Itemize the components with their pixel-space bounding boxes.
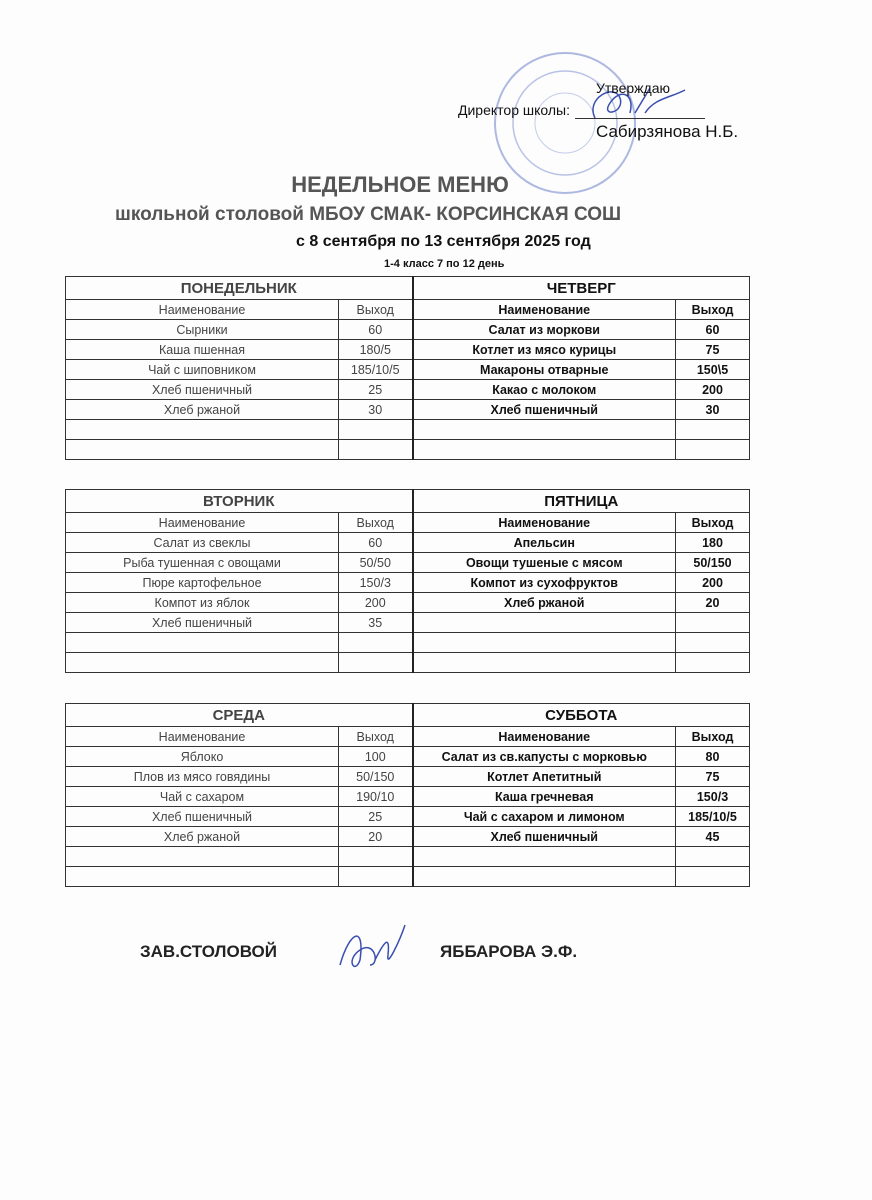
dish-output	[676, 440, 750, 460]
dish-output	[339, 653, 413, 673]
day-right: ЧЕТВЕРГ	[413, 277, 750, 300]
dish-name: Компот из яблок	[66, 593, 339, 613]
column-header-row	[66, 513, 750, 533]
dish-name: Салат из св.капусты с морковью	[413, 747, 676, 767]
menu-table	[65, 276, 750, 460]
dish-name: Овощи тушеные с мясом	[413, 553, 676, 573]
dish-output	[339, 440, 413, 460]
table-row	[66, 400, 750, 420]
subtitle: школьной столовой МБОУ СМАК- КОРСИНСКАЯ СОШ	[115, 204, 622, 225]
dish-output: 30	[676, 400, 750, 420]
dish-output	[676, 420, 750, 440]
dish-name: Плов из мясо говядины	[66, 767, 339, 787]
dish-output: 75	[676, 767, 750, 787]
director-label: Директор школы:	[458, 102, 570, 118]
dish-output	[339, 847, 413, 867]
dish-output: 20	[676, 593, 750, 613]
dish-output: 180/5	[339, 340, 413, 360]
col-output: Выход	[339, 727, 413, 747]
dish-name	[66, 633, 339, 653]
dish-name: Салат из моркови	[413, 320, 676, 340]
dish-name: Котлет из мясо курицы	[413, 340, 676, 360]
canteen-head-signature	[330, 920, 410, 980]
dish-name: Какао с молоком	[413, 380, 676, 400]
grade: 1-4 класс 7 по 12 день	[384, 258, 505, 270]
dish-output: 50/150	[676, 553, 750, 573]
dish-name: Чай с шиповником	[66, 360, 339, 380]
dish-output: 60	[339, 533, 413, 553]
dish-name: Хлеб пшеничный	[66, 807, 339, 827]
col-name: Наименование	[66, 300, 339, 320]
column-header-row	[66, 727, 750, 747]
table-row	[66, 380, 750, 400]
dish-output: 75	[676, 340, 750, 360]
dish-output: 200	[339, 593, 413, 613]
dish-output	[676, 613, 750, 633]
table-row	[66, 747, 750, 767]
dish-name: Хлеб ржаной	[66, 827, 339, 847]
dish-output	[339, 633, 413, 653]
dish-output: 20	[339, 827, 413, 847]
col-output: Выход	[676, 727, 750, 747]
dish-name: Пюре картофельное	[66, 573, 339, 593]
table-row	[66, 360, 750, 380]
table-row	[66, 593, 750, 613]
table-row	[66, 827, 750, 847]
col-name: Наименование	[66, 727, 339, 747]
day-right: ПЯТНИЦА	[413, 490, 750, 513]
dish-name: Хлеб пшеничный	[66, 613, 339, 633]
dish-output: 45	[676, 827, 750, 847]
dish-name: Чай с сахаром	[66, 787, 339, 807]
dish-name: Хлеб ржаной	[413, 593, 676, 613]
dish-name	[413, 420, 676, 440]
dish-name: Каша пшенная	[66, 340, 339, 360]
dish-name: Хлеб пшеничный	[66, 380, 339, 400]
dish-output: 80	[676, 747, 750, 767]
dish-name: Компот из сухофруктов	[413, 573, 676, 593]
dish-output: 60	[339, 320, 413, 340]
day-left: ПОНЕДЕЛЬНИК	[66, 277, 413, 300]
table-row	[66, 320, 750, 340]
dish-output	[339, 420, 413, 440]
approve-label: Утверждаю	[596, 80, 670, 96]
table-row	[66, 653, 750, 673]
col-output: Выход	[676, 513, 750, 533]
dish-output: 200	[676, 573, 750, 593]
table-row	[66, 533, 750, 553]
table-row	[66, 807, 750, 827]
dish-output	[676, 867, 750, 887]
table-row	[66, 633, 750, 653]
dish-output	[676, 847, 750, 867]
table-row	[66, 440, 750, 460]
menu-table	[65, 489, 750, 673]
table-row	[66, 787, 750, 807]
dish-name	[66, 653, 339, 673]
dish-name: Салат из свеклы	[66, 533, 339, 553]
col-name: Наименование	[66, 513, 339, 533]
dish-name: Каша гречневая	[413, 787, 676, 807]
dish-output	[676, 633, 750, 653]
dish-output: 25	[339, 807, 413, 827]
canteen-head-name: ЯББАРОВА Э.Ф.	[440, 942, 578, 961]
dish-name: Рыба тушенная с овощами	[66, 553, 339, 573]
dish-output: 185/10/5	[339, 360, 413, 380]
dish-output: 60	[676, 320, 750, 340]
day-row	[66, 704, 750, 727]
dish-name	[413, 653, 676, 673]
dish-name: Котлет Апетитный	[413, 767, 676, 787]
dish-name	[413, 867, 676, 887]
dish-output	[339, 867, 413, 887]
table-row	[66, 767, 750, 787]
dish-name	[413, 633, 676, 653]
dish-name: Апельсин	[413, 533, 676, 553]
dish-output: 200	[676, 380, 750, 400]
period: с 8 сентября по 13 сентября 2025 год	[296, 233, 591, 250]
dish-output: 50/150	[339, 767, 413, 787]
table-row	[66, 573, 750, 593]
dish-name	[413, 440, 676, 460]
col-name: Наименование	[413, 727, 676, 747]
table-row	[66, 867, 750, 887]
table-row	[66, 553, 750, 573]
dish-name: Хлеб ржаной	[66, 400, 339, 420]
table-row	[66, 613, 750, 633]
col-output: Выход	[339, 300, 413, 320]
dish-output: 30	[339, 400, 413, 420]
dish-output	[676, 653, 750, 673]
dish-name: Чай с сахаром и лимоном	[413, 807, 676, 827]
dish-output: 150/3	[676, 787, 750, 807]
dish-output: 180	[676, 533, 750, 553]
day-row	[66, 277, 750, 300]
dish-output: 190/10	[339, 787, 413, 807]
dish-output: 100	[339, 747, 413, 767]
day-right: СУББОТА	[413, 704, 750, 727]
table-row	[66, 847, 750, 867]
col-output: Выход	[676, 300, 750, 320]
dish-output: 25	[339, 380, 413, 400]
director-name: Сабирзянова Н.Б.	[596, 122, 739, 141]
day-row	[66, 490, 750, 513]
dish-output: 35	[339, 613, 413, 633]
column-header-row	[66, 300, 750, 320]
table-row	[66, 420, 750, 440]
dish-output: 150\5	[676, 360, 750, 380]
menu-table	[65, 703, 750, 887]
signature-line	[575, 118, 705, 119]
dish-output: 50/50	[339, 553, 413, 573]
dish-name	[413, 847, 676, 867]
dish-name: Хлеб пшеничный	[413, 827, 676, 847]
dish-name: Сырники	[66, 320, 339, 340]
col-output: Выход	[339, 513, 413, 533]
dish-name: Макароны отварные	[413, 360, 676, 380]
day-left: СРЕДА	[66, 704, 413, 727]
dish-name	[66, 420, 339, 440]
dish-name	[66, 867, 339, 887]
dish-name	[413, 613, 676, 633]
canteen-head-label: ЗАВ.СТОЛОВОЙ	[140, 942, 277, 961]
page-title: НЕДЕЛЬНОЕ МЕНЮ	[291, 172, 509, 197]
dish-name	[66, 847, 339, 867]
col-name: Наименование	[413, 513, 676, 533]
dish-output: 150/3	[339, 573, 413, 593]
dish-name: Яблоко	[66, 747, 339, 767]
table-row	[66, 340, 750, 360]
dish-name: Хлеб пшеничный	[413, 400, 676, 420]
day-left: ВТОРНИК	[66, 490, 413, 513]
dish-output: 185/10/5	[676, 807, 750, 827]
dish-name	[66, 440, 339, 460]
col-name: Наименование	[413, 300, 676, 320]
